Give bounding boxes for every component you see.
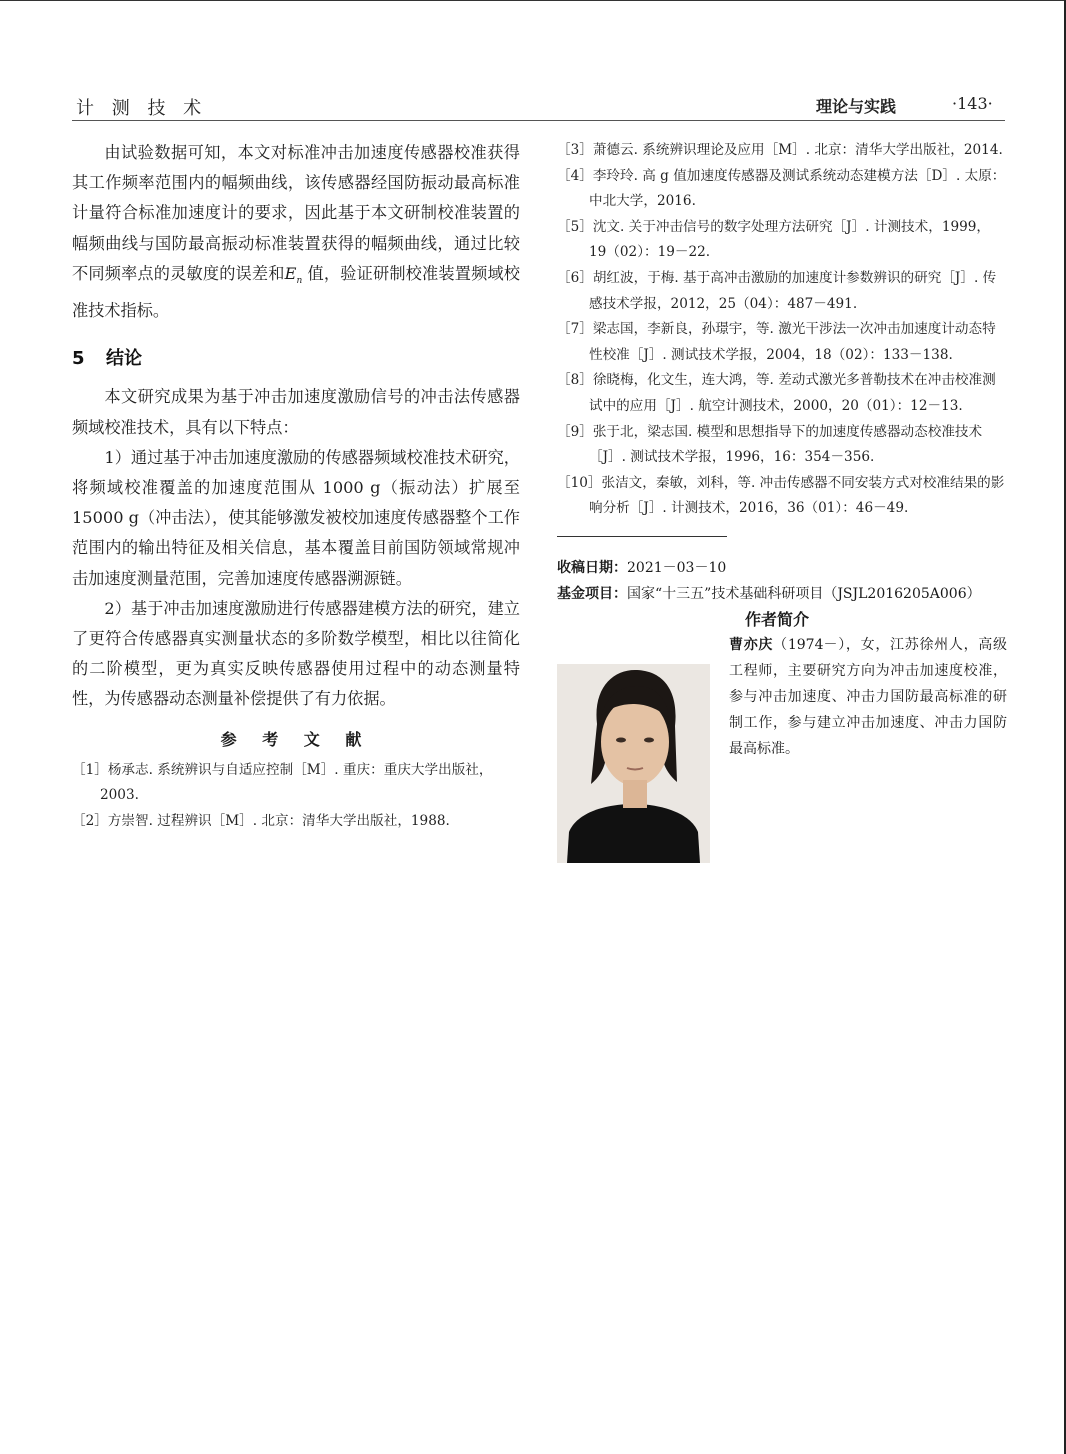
section-heading	[72, 344, 520, 370]
reference-item: ［6］胡红波，于梅. 基于高冲击激励的加速度计参数辨识的研究［J］. 传感技术学报，2012，25（04）：487－491.	[557, 269, 997, 312]
page-number: ·143·	[952, 94, 993, 113]
author-photo	[557, 664, 710, 863]
top-border	[0, 0, 1066, 1]
reference-item: ［1］杨承志. 系统辨识与自适应控制［M］. 重庆：重庆大学出版社，2003.	[72, 761, 493, 804]
reference-item: ［2］方崇智. 过程辨识［M］. 北京：清华大学出版社，1988.	[72, 812, 450, 829]
reference-item: ［7］梁志国，李新良，孙璟宇，等. 激光干涉法一次冲击加速度计动态特性校准［J］. 测试技术学报，2004，18（02）：133－138.	[557, 321, 996, 363]
author-bio	[557, 634, 1007, 864]
journal-name: 计 测 技 术	[76, 98, 208, 119]
author-bio-text: 曹亦庆（1974－），女，江苏徐州人，高级工程师，主要研究方向为冲击加速度校准，参与冲击加速度、冲击力国防最高标准的研制工作，参与建立冲击加速度、冲击力国防最高标准。	[729, 636, 1007, 757]
reference-item: ［9］张于北，梁志国. 模型和思想指导下的加速度传感器动态校准技术［J］. 测试技术学报，1996，16：354－356.	[557, 423, 983, 466]
page-header	[72, 90, 1005, 122]
left-column	[72, 138, 520, 834]
reference-item: ［4］李玲玲. 高 g 值加速度传感器及测试系统动态建模方法［D］. 太原：中北大学，2016.	[557, 167, 1006, 210]
en-symbol: E	[284, 263, 297, 283]
header-rule	[72, 120, 1005, 121]
conclusion-paragraph: 本文研究成果为基于冲击加速度激励信号的冲击法传感器频域校准技术，具有以下特点：	[72, 387, 520, 437]
reference-item: ［10］张洁文，秦敏，刘科，等. 冲击传感器不同安装方式对校准结果的影响分析［J］. 计测技术，2016，36（01）：46－49.	[557, 474, 1005, 517]
intro-paragraph: 由试验数据可知，本文对标准冲击加速度传感器校准获得其工作频率范围内的幅频曲线，该传感器经国防振动最高标准计量符合标准加速度计的要求，因此基于本文研制校准装置的幅频曲线与国防最高振动标准装置获得的幅频曲线，通过比较不同频率点的灵敏度的误差和$E_n$ 值，验证研制校准装置频域校准技术指标。	[72, 143, 520, 321]
reference-item: ［8］徐晓梅，化文生，连大鸿，等. 差动式激光多普勒技术在冲击校准测试中的应用［J］. 航空计测技术，2000，20（01）：12－13.	[557, 372, 996, 414]
en-subscript: n	[296, 276, 303, 287]
section-title: 结论	[106, 348, 142, 370]
references-heading: 参 考 文 献	[220, 729, 372, 749]
footnote-rule	[557, 536, 727, 537]
received-date: 收稿日期：2021－03－10	[557, 559, 727, 576]
section-name: 理论与实践	[816, 97, 897, 116]
reference-item: ［5］沈文. 关于冲击信号的数字处理方法研究［J］. 计测技术，1999，19（02）：19－22.	[557, 218, 991, 261]
section-number: 5	[72, 348, 85, 370]
author-bio-heading: 作者简介	[745, 609, 810, 629]
reference-item: ［3］萧德云. 系统辨识理论及应用［M］. 北京：清华大学出版社，2014.	[557, 142, 1003, 158]
fund-project: 基金项目：国家“十三五”技术基础科研项目（JSJL2016205A006）	[557, 585, 981, 602]
conclusion-paragraph: 1）通过基于冲击加速度激励的传感器频域校准技术研究，将频域校准覆盖的加速度范围从 1000 g（振动法）扩展至 15000 g（冲击法），使其能够激发被校加速度传感器整个工作范围内的输出特征及相关信息，基本覆盖目前国防领域常规冲击加速度测量范围，完善加速度传感器溯源链。	[72, 447, 520, 588]
right-column	[557, 138, 1007, 864]
conclusion-paragraph: 2）基于冲击加速度激励进行传感器建模方法的研究，建立了更符合传感器真实测量状态的多阶数学模型，相比以往简化的二阶模型，更为真实反映传感器使用过程中的动态测量特性，为传感器动态测量补偿提供了有力依据。	[72, 598, 520, 709]
